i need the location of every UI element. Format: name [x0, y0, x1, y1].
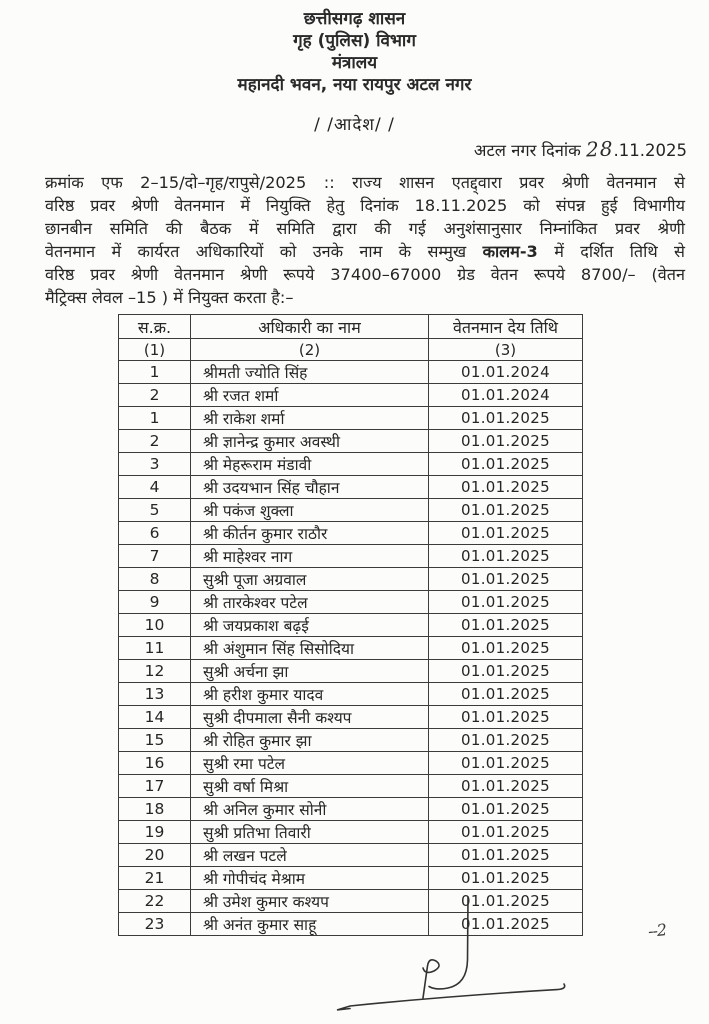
cell-serial-no: 12	[119, 660, 191, 683]
cell-officer-name: सुश्री रमा पटेल	[191, 752, 429, 775]
column-number-1: (1)	[119, 339, 191, 361]
cell-officer-name: श्री पकंज शुक्ला	[191, 499, 429, 522]
cell-serial-no: 22	[119, 890, 191, 913]
cell-serial-no: 1	[119, 407, 191, 430]
order-body-paragraph	[45, 171, 685, 309]
cell-pay-due-date: 01.01.2025	[429, 453, 583, 476]
department-name: गृह (पुलिस) विभाग	[293, 31, 416, 51]
body-text-segment: वरिष्ठ प्रवर श्रेणी वेतनमान में नियुक्ति हेतु दिनांक 18.11.2025 को संपन्न हुई विभागीय	[45, 196, 685, 215]
table-row	[119, 775, 583, 798]
cell-pay-due-date: 01.01.2025	[429, 913, 583, 936]
cell-pay-due-date: 01.01.2024	[429, 384, 583, 407]
cell-serial-no: 23	[119, 913, 191, 936]
cell-pay-due-date: 01.01.2025	[429, 430, 583, 453]
body-text-segment: क्रमांक एफ 2–15/दो–गृह/रापुसे/2025 :: राज्य शासन एतद्द्वारा प्रवर श्रेणी वेतनमान से	[45, 173, 685, 192]
office-address: महानदी भवन, नया रायपुर अटल नगर	[237, 75, 472, 95]
cell-pay-due-date: 01.01.2025	[429, 890, 583, 913]
body-text-segment: वेतनमान में कार्यरत अधिकारियों को उनके नाम के सम्मुख	[45, 242, 483, 261]
letterhead	[0, 8, 709, 96]
table-row	[119, 614, 583, 637]
cell-serial-no: 16	[119, 752, 191, 775]
officer-table-head	[119, 315, 583, 361]
cell-officer-name: सुश्री अर्चना झा	[191, 660, 429, 683]
table-row	[119, 890, 583, 913]
cell-serial-no: 14	[119, 706, 191, 729]
cell-officer-name: सुश्री पूजा अग्रवाल	[191, 568, 429, 591]
table-row	[119, 821, 583, 844]
cell-officer-name: श्री रोहित कुमार झा	[191, 729, 429, 752]
handwritten-page-ref: --2	[647, 920, 667, 941]
body-text-segment: छानबीन समिति की बैठक में समिति द्वारा की गई अनुशंसानुसार निम्नांकित प्रवर श्रेणी	[45, 219, 685, 238]
table-row	[119, 453, 583, 476]
cell-serial-no: 6	[119, 522, 191, 545]
table-row	[119, 867, 583, 890]
table-row	[119, 407, 583, 430]
government-name: छत्तीसगढ़ शासन	[303, 9, 406, 29]
table-row	[119, 591, 583, 614]
handwritten-day: 28	[585, 136, 614, 162]
table-row	[119, 660, 583, 683]
table-row	[119, 844, 583, 867]
cell-officer-name: श्री उदयभान सिंह चौहान	[191, 476, 429, 499]
body-text-line	[45, 217, 685, 240]
cell-pay-due-date: 01.01.2025	[429, 476, 583, 499]
cell-serial-no: 13	[119, 683, 191, 706]
cell-officer-name: सुश्री वर्षा मिश्रा	[191, 775, 429, 798]
table-row	[119, 913, 583, 936]
table-row	[119, 545, 583, 568]
ministry-name: मंत्रालय	[331, 53, 378, 73]
table-row	[119, 729, 583, 752]
order-title: / /आदेश/ /	[314, 115, 395, 135]
body-text-line	[45, 171, 685, 194]
column-number-row	[119, 339, 583, 361]
cell-officer-name: श्री मेहरूराम मंडावी	[191, 453, 429, 476]
cell-pay-due-date: 01.01.2025	[429, 683, 583, 706]
body-text-bold-segment: कालम-3	[482, 242, 538, 261]
cell-pay-due-date: 01.01.2025	[429, 821, 583, 844]
cell-serial-no: 2	[119, 384, 191, 407]
cell-officer-name: श्री अनिल कुमार सोनी	[191, 798, 429, 821]
cell-pay-due-date: 01.01.2025	[429, 706, 583, 729]
table-row	[119, 568, 583, 591]
cell-officer-name: श्री उमेश कुमार कश्यप	[191, 890, 429, 913]
cell-officer-name: श्री अनंत कुमार साहू	[191, 913, 429, 936]
table-row	[119, 430, 583, 453]
header-serial-no: स.क्र.	[119, 315, 191, 339]
cell-serial-no: 11	[119, 637, 191, 660]
body-text-line	[45, 240, 685, 263]
cell-serial-no: 9	[119, 591, 191, 614]
column-number-3: (3)	[429, 339, 583, 361]
cell-serial-no: 21	[119, 867, 191, 890]
signature-horizontal-stroke	[337, 984, 565, 1010]
cell-serial-no: 15	[119, 729, 191, 752]
table-row	[119, 522, 583, 545]
cell-pay-due-date: 01.01.2025	[429, 545, 583, 568]
cell-pay-due-date: 01.01.2025	[429, 591, 583, 614]
cell-serial-no: 5	[119, 499, 191, 522]
cell-pay-due-date: 01.01.2025	[429, 798, 583, 821]
cell-pay-due-date: 01.01.2025	[429, 637, 583, 660]
cell-pay-due-date: 01.01.2025	[429, 407, 583, 430]
cell-officer-name: श्रीमती ज्योति सिंह	[191, 361, 429, 384]
table-row	[119, 706, 583, 729]
body-text-line	[45, 194, 685, 217]
cell-officer-name: श्री ज्ञानेन्द्र कुमार अवस्थी	[191, 430, 429, 453]
cell-officer-name: श्री हरीश कुमार यादव	[191, 683, 429, 706]
table-row	[119, 476, 583, 499]
place-date-line	[474, 137, 687, 161]
cell-pay-due-date: 01.01.2025	[429, 867, 583, 890]
cell-officer-name: सुश्री दीपमाला सैनी कश्यप	[191, 706, 429, 729]
cell-serial-no: 3	[119, 453, 191, 476]
place-date-prefix: अटल नगर दिनांक	[473, 141, 587, 160]
table-row	[119, 752, 583, 775]
cell-serial-no: 17	[119, 775, 191, 798]
cell-serial-no: 4	[119, 476, 191, 499]
header-officer-name: अधिकारी का नाम	[191, 315, 429, 339]
cell-serial-no: 18	[119, 798, 191, 821]
officer-table	[118, 314, 583, 936]
body-text-line	[45, 263, 685, 286]
body-text-segment: मैट्रिक्स लेवल –15 ) में नियुक्त करता है:–	[45, 288, 294, 307]
cell-serial-no: 19	[119, 821, 191, 844]
table-row	[119, 361, 583, 384]
cell-serial-no: 7	[119, 545, 191, 568]
place-date-rest: .11.2025	[613, 141, 687, 160]
cell-pay-due-date: 01.01.2025	[429, 660, 583, 683]
cell-serial-no: 1	[119, 361, 191, 384]
body-text-line	[45, 286, 685, 309]
cell-officer-name: श्री राकेश शर्मा	[191, 407, 429, 430]
cell-serial-no: 10	[119, 614, 191, 637]
cell-officer-name: श्री गोपीचंद मेश्राम	[191, 867, 429, 890]
signature-loop-stroke	[423, 960, 439, 998]
cell-officer-name: सुश्री प्रतिभा तिवारी	[191, 821, 429, 844]
table-row	[119, 798, 583, 821]
table-row	[119, 499, 583, 522]
cell-pay-due-date: 01.01.2025	[429, 614, 583, 637]
cell-officer-name: श्री रजत शर्मा	[191, 384, 429, 407]
cell-officer-name: श्री कीर्तन कुमार राठौर	[191, 522, 429, 545]
cell-pay-due-date: 01.01.2024	[429, 361, 583, 384]
cell-pay-due-date: 01.01.2025	[429, 775, 583, 798]
table-row	[119, 384, 583, 407]
body-text-segment: वरिष्ठ प्रवर श्रेणी वेतनमान श्रेणी रूपये 37400–67000 ग्रेड वेतन रूपये 8700/– (वेतन	[45, 265, 685, 284]
cell-pay-due-date: 01.01.2025	[429, 568, 583, 591]
cell-serial-no: 20	[119, 844, 191, 867]
cell-serial-no: 8	[119, 568, 191, 591]
cell-serial-no: 2	[119, 430, 191, 453]
officer-table-body	[119, 361, 583, 936]
cell-pay-due-date: 01.01.2025	[429, 499, 583, 522]
cell-pay-due-date: 01.01.2025	[429, 729, 583, 752]
body-text-segment: में दर्शित तिथि से	[537, 242, 685, 261]
cell-pay-due-date: 01.01.2025	[429, 752, 583, 775]
cell-pay-due-date: 01.01.2025	[429, 844, 583, 867]
column-number-2: (2)	[191, 339, 429, 361]
header-row	[119, 315, 583, 339]
cell-officer-name: श्री अंशुमान सिंह सिसोदिया	[191, 637, 429, 660]
cell-officer-name: श्री माहेश्वर नाग	[191, 545, 429, 568]
table-row	[119, 683, 583, 706]
table-row	[119, 637, 583, 660]
cell-officer-name: श्री तारकेश्वर पटेल	[191, 591, 429, 614]
header-pay-due-date: वेतनमान देय तिथि	[429, 315, 583, 339]
cell-officer-name: श्री जयप्रकाश बढ़ई	[191, 614, 429, 637]
cell-officer-name: श्री लखन पटले	[191, 844, 429, 867]
cell-pay-due-date: 01.01.2025	[429, 522, 583, 545]
